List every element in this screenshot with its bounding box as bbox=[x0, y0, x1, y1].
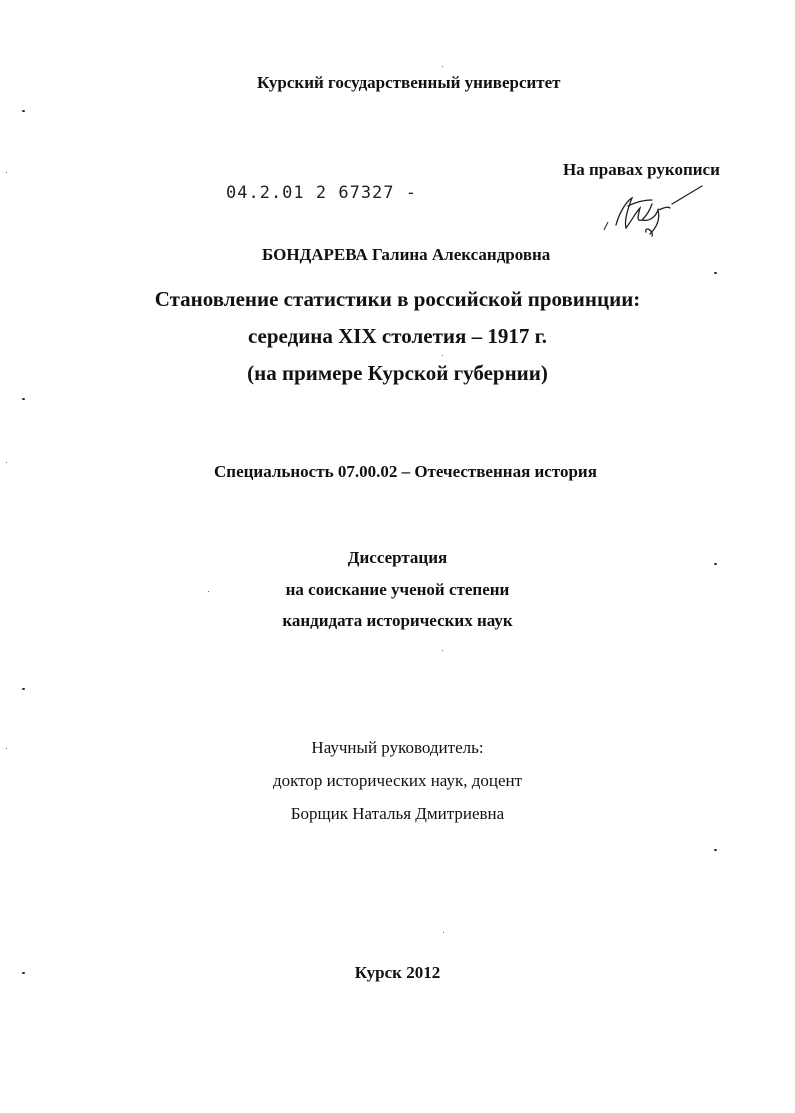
dissertation-degree-type: кандидата исторических наук bbox=[282, 611, 513, 630]
university-name: Курский государственный университет bbox=[257, 73, 561, 92]
scan-speck bbox=[208, 591, 209, 592]
thesis-title-line-2: середина XIX столетия – 1917 г. bbox=[247, 324, 548, 348]
scan-speck bbox=[6, 462, 7, 463]
scan-dot bbox=[22, 398, 25, 400]
dissertation-degree-line: на соискание ученой степени bbox=[285, 580, 510, 599]
scan-speck bbox=[442, 66, 443, 67]
dissertation-heading: Диссертация bbox=[347, 548, 448, 567]
scan-speck bbox=[443, 932, 444, 933]
scan-speck bbox=[442, 650, 443, 651]
scan-dot bbox=[22, 972, 25, 974]
supervisor-degree: доктор исторических наук, доцент bbox=[272, 771, 523, 790]
author-name: БОНДАРЕВА Галина Александровна bbox=[262, 245, 551, 264]
scan-dot bbox=[714, 272, 717, 274]
thesis-title-line-1: Становление статистики в российской провинции: bbox=[154, 287, 641, 311]
scan-dot bbox=[22, 110, 25, 112]
city-and-year: Курск 2012 bbox=[354, 963, 441, 982]
specialty-line: Специальность 07.00.02 – Отечественная история bbox=[214, 462, 597, 481]
supervisor-name: Борщик Наталья Дмитриевна bbox=[290, 804, 505, 823]
scan-speck bbox=[6, 172, 7, 173]
scan-dot bbox=[22, 688, 25, 690]
archive-code: 04.2.01 2 67327 - bbox=[226, 183, 417, 203]
scan-speck bbox=[6, 748, 7, 749]
handwritten-signature bbox=[598, 170, 708, 245]
scan-dot bbox=[714, 563, 717, 565]
manuscript-rights-note: На правах рукописи bbox=[563, 160, 720, 179]
scan-dot bbox=[714, 849, 717, 851]
scan-speck bbox=[442, 355, 443, 356]
supervisor-label: Научный руководитель: bbox=[311, 738, 484, 757]
thesis-title-line-3: (на примере Курской губернии) bbox=[247, 361, 548, 385]
